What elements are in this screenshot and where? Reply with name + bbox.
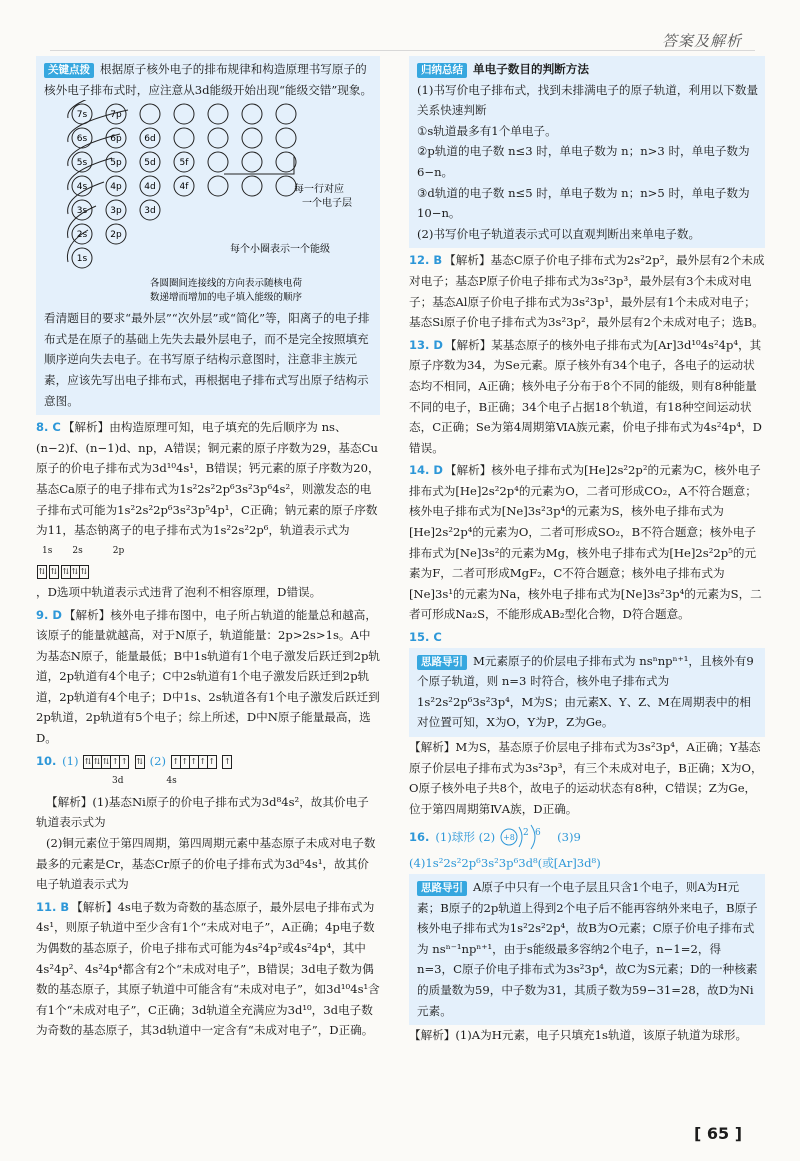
aufbau-diagram: [44, 100, 374, 308]
q11-number: 11. B: [36, 899, 70, 914]
orbital-circle: [276, 176, 296, 196]
orbital-circle: [140, 104, 160, 124]
summary-line: ①s轨道最多有1个单电子。: [417, 123, 557, 138]
diagram-note-order-2: 数递增而增加的电子填入能级的顺序: [150, 292, 303, 304]
q16-text: 【解析】(1)A为H元素，电子只填充1s轨道，该原子轨道为球形。: [409, 1028, 748, 1043]
orbital-circle: [276, 152, 296, 172]
q10-answer1-3d: ⇅ ⇅ ⇅ ↑ ↑: [83, 755, 129, 769]
summary-line: ③d轨道的电子数 n≤5 时，单电子数为 n；n>5 时，单电子数为 10−n。: [417, 185, 750, 221]
q8-label-2s: 2s: [72, 545, 83, 556]
key-points-box: [36, 56, 380, 415]
orbital-circle: [242, 176, 262, 196]
orbital-circle: [242, 152, 262, 172]
question-14: [409, 460, 765, 625]
summary-box: [409, 56, 765, 248]
header-rule: [50, 50, 755, 51]
q16-guide-tag: 思路导引: [417, 881, 467, 896]
q8-orbital-diagram: 1s 2s 2p ⇅ ⇅ ⇅ ⇅ ⇅: [36, 541, 124, 582]
q15-text: 【解析】M为S，基态原子价层电子排布式为3s²3p⁴，A正确；Y基态原子价层电子排布式为3s²3p³，有三个未成对电子，B正确；X为O，O原子核外电子共8个，故电子的运动状态有8种，C错误；Z为Ge，位于第四周期第ⅣA族，D正确。: [409, 740, 763, 816]
diagram-note-rows-2: 一个电子层: [302, 198, 352, 210]
left-column: [36, 56, 380, 1041]
q8-text: 【解析】由构造原理可知，电子填充的先后顺序为 ns、(n−2)f、(n−1)d、np，A错误；铜元素的原子序数为29，基态Cu原子的价电子排布式为3d¹⁰4s¹，B错误；钙元素的原子序数为20，基态Ca原子的电子排布式为1s²2s²2p⁶3s²3p⁶4s²，则激发态的电子排布式可能为1s²2s²2p⁶3s²3p⁵4p¹，C正确；钠元素的原子序数为11，基态钠离子的电子排布式为1s²2s²2p⁶，轨道表示式为: [36, 420, 380, 538]
key-points-text2: 看清题目的要求“最外层”“次外层”或“简化”等，阳离子的电子排布式是在原子的基础上先失去最外层电子，而不是完全按照填充顺序逆向失去电子。在书写原子结构示意图时，注意非主族元素，应该先写出电子排布式，再根据电子排布式写出原子结构示意图。: [44, 311, 370, 408]
orbital-circle: [174, 128, 194, 148]
orbital-label: 4p: [110, 182, 122, 193]
q8-label-2p: 2p: [112, 545, 125, 556]
orbital-circle: [276, 128, 296, 148]
orbital-label: 4f: [179, 182, 189, 193]
q15-number: 15. C: [409, 630, 442, 645]
summary-tag: 归纳总结: [417, 63, 467, 78]
question-10: [36, 751, 380, 895]
q16-answers: (1)球形 (2): [435, 830, 496, 845]
orbital-circle: [208, 128, 228, 148]
q8-number: 8. C: [36, 420, 61, 435]
nucleus-label: +8: [503, 833, 515, 843]
q16-number: 16.: [409, 830, 430, 845]
q10-label-4s: 4s: [166, 776, 177, 787]
orbital-label: 1s: [76, 254, 88, 265]
orbital-label: 6d: [144, 134, 156, 145]
orbital-circle: [208, 152, 228, 172]
orbital-label: 2p: [110, 230, 122, 241]
orbital-label: 5p: [110, 158, 122, 169]
orbital-circle: [242, 104, 262, 124]
q11-text: 【解析】4s电子数为奇数的基态原子，最外层电子排布式为4s¹，则原子轨道中至少含有1个“未成对电子”，A正确；4p电子数为偶数的基态原子，价电子排布式可能为4s²4p²或4s²4p⁴，其中4s²4p²、4s²4p⁴都含有2个“未成对电子”，B错误；3d电子数为偶数的基态原子，其原子轨道中可能含有“未成对电子”，如3d¹⁰4s¹含有1个“未成对电子”，C正确；3d轨道全充满应为3d¹⁰，3d电子数为奇数的基态原子，其3d轨道中一定含有“未成对电子”，D正确。: [36, 899, 380, 1038]
summary-line: (1)书写价电子排布式，找到未排满电子的原子轨道，利用以下数量关系快速判断: [417, 82, 759, 118]
question-16: [409, 821, 765, 1045]
orbital-label: 3p: [110, 206, 122, 217]
q16-answer3: (3)9: [557, 830, 581, 845]
orbital-label: 6p: [110, 134, 122, 145]
q16-guide-text: A原子中只有一个电子层且只含1个电子，则A为H元素；B原子的2p轨道上得到2个电子后不能再容纳外来电子，B原子核外电子排布式为1s²2s²2p⁴，故B为O元素；C原子价电子排布式为 nsⁿ⁻¹npⁿ⁺¹，由于s能级最多容纳2个电子，n−1=2，得 n=3，C原子价电子排布式为3s²3p⁴，故C为S元素；D的一种核素的质量数为59，中子数为31，其质子数为59−31=28，故D为Ni元素。: [417, 879, 758, 1018]
q16-guide-box: [409, 874, 765, 1025]
q10-answer2-3d: ↑ ↑ ↑ ↑ ↑: [171, 755, 217, 769]
question-8: [36, 417, 380, 602]
orbital-circle: [174, 104, 194, 124]
orbital-circle: [276, 104, 296, 124]
q15-guide-box: [409, 648, 765, 737]
q14-number: 14. D: [409, 463, 443, 478]
orbital-label: 6s: [76, 134, 88, 145]
q12-number: 12. B: [409, 253, 443, 268]
q15-guide-text: M元素原子的价层电子排布式为 nsⁿnpⁿ⁺¹，且核外有9个原子轨道，则 n=3 时符合，核外电子排布式为1s²2s²2p⁶3s²3p⁴，M为S；由元素X、Y、Z、M在周期表中的相对位置可知，X为O，Y为P，Z为Ge。: [417, 653, 754, 730]
q8-label-1s: 1s: [42, 545, 53, 556]
shell2-count: 6: [535, 828, 541, 839]
q10-text2: (2)铜元素位于第四周期，第四周期元素中基态原子未成对电子数最多的元素是Cr，基态Cr原子的价电子排布式为3d⁵4s¹，故其价电子轨道表示式为: [36, 836, 376, 892]
question-11: [36, 897, 380, 1041]
orbital-label: 3s: [76, 206, 88, 217]
orbital-label: 4s: [76, 182, 88, 193]
q8-text2: ，D选项中轨道表示式违背了泡利不相容原理，D错误。: [36, 584, 322, 599]
q14-text: 【解析】核外电子排布式为[He]2s²2p²的元素为C，核外电子排布式为[He]2s²2p⁴的元素为O，二者可形成CO₂，A不符合题意；核外电子排布式为[Ne]3s²3p⁴的元素为S，核外电子排布式为[He]2s²2p⁴的元素为O，二者可形成SO₂，B不符合题意；核外电子排布式为[Ne]3s²的元素为Mg，核外电子排布式为[He]2s²2p⁵的元素为F，二者可形成MgF₂，C不符合题意；核外电子排布式为[Ne]3s¹的元素为Na，核外电子排布式为[Ne]3s²3p⁴的元素为S，二者可形成Na₂S，不能形成AB₂型化合物，D符合题意。: [409, 463, 762, 622]
orbital-label: 5d: [144, 158, 156, 169]
orbital-label: 7p: [110, 110, 122, 121]
orbital-label: 5s: [76, 158, 88, 169]
q13-text: 【解析】某基态原子的核外电子排布式为[Ar]3d¹⁰4s²4p⁴，其原子序数为34，为Se元素。原子核外有34个电子，各电子的运动状态均不相同，A正确；核外电子分布于8个不同的能级，则有8种能量不同的电子，B正确；34个电子占据18个轨道，有18种空间运动状态，C正确；Se为第4周期第ⅥA族元素，价电子排布式为4s²4p⁴，D错误。: [409, 337, 762, 455]
q15-guide-tag: 思路导引: [417, 655, 467, 670]
q12-text: 【解析】基态C原子价电子排布式为2s²2p²，最外层有2个未成对电子；基态P原子价电子排布式为3s²3p³，最外层有3个未成对电子；基态Al原子价电子排布式为3s²3p¹，最外层有1个未成对电子；基态Si原子价电子排布式为3s²3p²，最外层有2个未成对电子；选B。: [409, 253, 765, 330]
orbital-label: 7s: [76, 110, 88, 121]
orbital-label: 3d: [144, 206, 156, 217]
orbital-circle: [208, 104, 228, 124]
q9-text: 【解析】核外电子排布图中，电子所占轨道的能量总和越高，该原子的能量就越高，对于N原子，轨道能量：2p>2s>1s。A中为基态N原子，能量最低；B中1s轨道有1个电子激发后跃迁到2p轨道，2p轨道有4个电子；C中2s轨道有1个电子激发后跃迁到2p轨道，2p轨道有4个电子；D中1s、2s轨道各有1个电子激发后跃迁到2p轨道，2p轨道有5个电子；综上所述，D中N原子能量最高，选D。: [36, 607, 381, 746]
q10-text1: 【解析】(1)基态Ni原子的价电子排布式为3d⁸4s²，故其价电子轨道表示式为: [36, 794, 369, 830]
orbital-circle: [242, 128, 262, 148]
key-points-text: 根据原子核外电子的排布规律和构造原理书写原子的核外电子排布式时，应注意从3d能级开始出现“能级交错”现象。: [44, 62, 373, 97]
orbital-label: 2s: [76, 230, 88, 241]
q10-answer1-label: (1): [62, 753, 79, 768]
q10-label-3d: 3d: [112, 776, 124, 787]
question-9: [36, 605, 380, 749]
q10-answer1-4s: ⇅: [135, 755, 145, 769]
q10-answer2-label: (2): [149, 753, 166, 768]
summary-title: 单电子数目的判断方法: [473, 62, 589, 76]
page-number: [ 65 ]: [694, 1124, 743, 1143]
filling-order-arrow: [68, 158, 112, 193]
orbital-label: 5f: [179, 158, 189, 169]
q10-number: 10.: [36, 753, 57, 768]
summary-line: (2)书写价电子轨道表示式可以直观判断出来单电子数。: [417, 226, 701, 241]
orbital-label: 4d: [144, 182, 156, 193]
q10-answer2-4s: ↑: [222, 755, 232, 769]
page-header: 答案及解析: [661, 32, 742, 50]
key-points-tag: 关键点拨: [44, 63, 94, 78]
question-13: [409, 335, 765, 459]
right-column: [409, 56, 765, 1046]
q9-number: 9. D: [36, 607, 62, 622]
q13-number: 13. D: [409, 337, 443, 352]
orbital-circle: [208, 176, 228, 196]
oxygen-structure-diagram: [499, 821, 553, 853]
shell1-count: 2: [523, 828, 529, 839]
page-number-value: 65: [706, 1124, 730, 1143]
q16-answer4: (4)1s²2s²2p⁶3s²3p⁶3d⁸(或[Ar]3d⁸): [409, 856, 601, 871]
q10-sublabels: [36, 771, 380, 792]
diagram-note-circles: 每个小圈表示一个能级: [230, 244, 330, 256]
summary-line: ②p轨道的电子数 n≤3 时，单电子数为 n；n>3 时，单电子数为 6−n。: [417, 144, 750, 179]
diagram-note-rows-1: 每一行对应: [294, 184, 344, 196]
question-12: [409, 250, 765, 332]
diagram-note-order-1: 各圆圈间连接线的方向表示随核电荷: [150, 278, 303, 290]
question-15: [409, 627, 765, 819]
